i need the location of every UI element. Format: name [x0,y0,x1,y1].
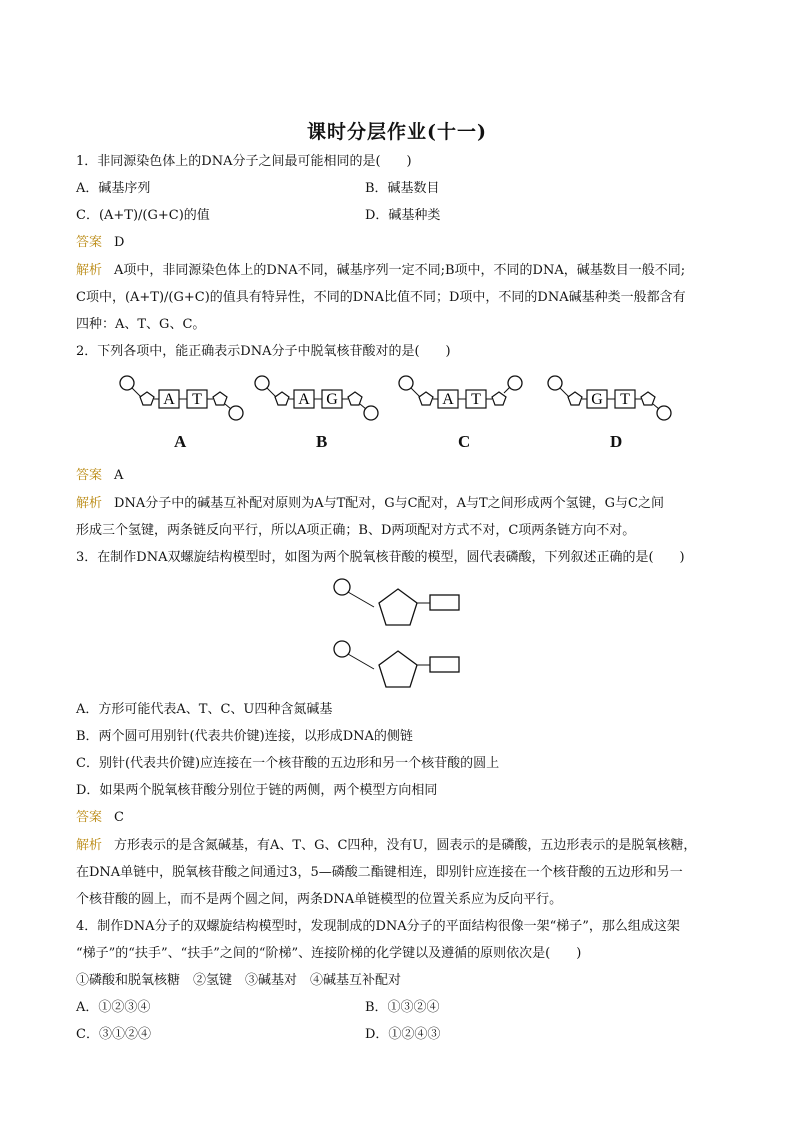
base-left: A [298,391,310,408]
q2-figure-d [545,373,675,425]
analysis-text: DNA分子中的碱基互补配对原则为A与T配对，G与C配对，A与T之间形成两个氢键，G与C之间 [114,496,664,511]
q3-figure [330,575,465,695]
analysis-label: 解析 [76,263,103,278]
q2-figure-b [252,373,382,425]
q2-analysis-2: 形成三个氢键，两条链反向平行，所以A项正确；B、D两项配对方式不对，C项两条链方向不对。 [76,523,636,538]
q2-figure-a [117,373,247,425]
base-left: G [591,391,603,408]
q3-analysis-3: 个核苷酸的圆上，而不是两个圆之间，两条DNA单链模型的位置关系应为反向平行。 [76,892,563,907]
q1-stem: 1．非同源染色体上的DNA分子之间最可能相同的是( ) [76,154,412,169]
q1-option-a: A．碱基序列 [76,181,151,196]
base-left: A [442,391,454,408]
q2-label-d: D [610,432,623,451]
analysis-text: A项中，非同源染色体上的DNA不同，碱基序列一定不同;B项中，不同的DNA，碱基数目一般不同; [114,263,686,278]
q1-analysis-3: 四种：A、T、G、C。 [76,317,206,332]
q4-stem-2: “梯子”的“扶手”、“扶手”之间的“阶梯”、连接阶梯的化学键以及遵循的原则依次是( ) [76,946,582,961]
q1-analysis-2: C项中，(A+T)/(G+C)的值具有特异性，不同的DNA比值不同；D项中，不同的DNA碱基种类一般都含有 [76,290,686,305]
base-right: G [326,391,338,408]
answer-value: A [114,468,124,483]
q1-option-c: C．(A+T)/(G+C)的值 [76,208,210,223]
q2-answer [76,466,123,486]
base-left: A [163,391,175,408]
answer-value: D [114,235,125,250]
q2-label-c: C [458,432,471,451]
base-right: T [471,391,481,408]
q4-stem-1: 4．制作DNA分子的双螺旋结构模型时，发现制成的DNA分子的平面结构很像一架“梯子”，那么组成这架 [76,919,680,934]
q4-option-b: B．①③②④ [365,1000,440,1015]
q2-label-a: A [174,432,187,451]
q2-label-b: B [316,432,328,451]
q3-option-d: D．如果两个脱氧核苷酸分别位于链的两侧，两个模型方向相同 [76,783,438,798]
answer-label: 答案 [76,810,103,825]
base-right: T [192,391,202,408]
page-title: 课时分层作业(十一) [307,121,487,143]
q3-option-a: A．方形可能代表A、T、C、U四种含氮碱基 [76,702,333,717]
base-right: T [620,391,630,408]
nucleotide-model-bottom [334,641,459,687]
q3-option-b: B．两个圆可用别针(代表共价键)连接，以形成DNA的侧链 [76,729,413,744]
q2-analysis-1 [76,494,664,514]
q3-analysis-2: 在DNA单链中，脱氧核苷酸之间通过3，5—磷酸二酯键相连，即别针应连接在一个核苷酸的五边形和另一 [76,865,683,880]
analysis-label: 解析 [76,496,103,511]
answer-label: 答案 [76,468,103,483]
q2-stem: 2．下列各项中，能正确表示DNA分子中脱氧核苷酸对的是( ) [76,344,451,359]
q4-option-a: A．①②③④ [76,1000,151,1015]
q4-option-c: C．③①②④ [76,1027,151,1042]
nucleotide-model-top [334,579,459,625]
analysis-label: 解析 [76,838,103,853]
q3-analysis-1 [76,836,696,856]
q4-items: ①磷酸和脱氧核糖 ②氢键 ③碱基对 ④碱基互补配对 [76,973,402,988]
q1-answer [76,233,124,253]
q1-option-d: D．碱基种类 [365,208,441,223]
answer-value: C [114,810,124,825]
q1-option-b: B．碱基数目 [365,181,440,196]
q1-analysis-1 [76,261,685,281]
q2-figure-c [396,373,526,425]
q3-option-c: C．别针(代表共价键)应连接在一个核苷酸的五边形和另一个核苷酸的圆上 [76,756,500,771]
analysis-text: 方形表示的是含氮碱基，有A、T、G、C四种，没有U，圆表示的是磷酸，五边形表示的是脱氧核糖， [114,838,697,853]
q3-stem: 3．在制作DNA双螺旋结构模型时，如图为两个脱氧核苷酸的模型，圆代表磷酸，下列叙述正确的是( ) [76,550,685,565]
answer-label: 答案 [76,235,103,250]
q3-answer [76,808,124,828]
q4-option-d: D．①②④③ [365,1027,441,1042]
